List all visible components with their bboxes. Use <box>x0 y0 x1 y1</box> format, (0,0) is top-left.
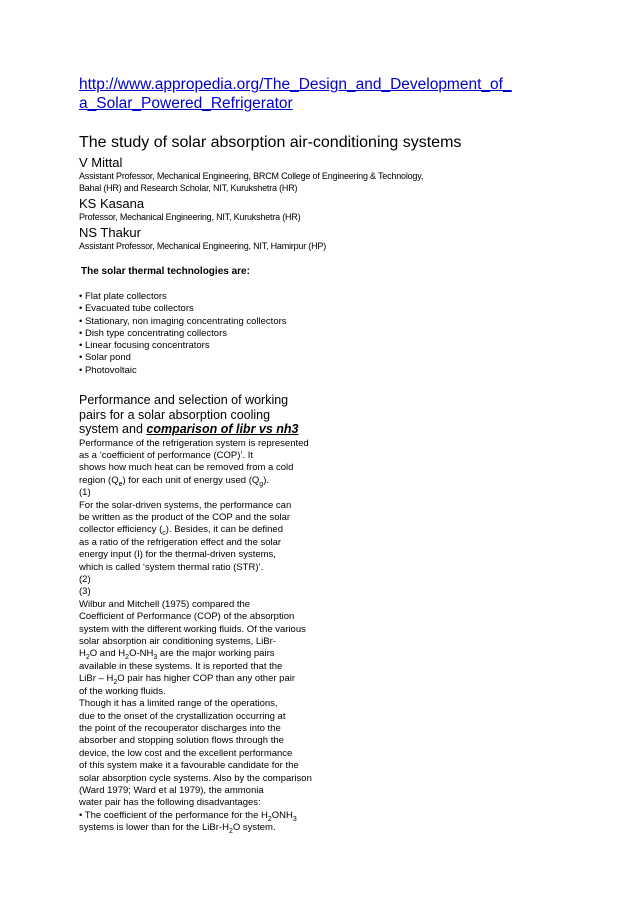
body-line: solar absorption cycle systems. Also by the comparison <box>79 772 312 784</box>
body-line: available in these systems. It is reported that the <box>79 660 283 672</box>
body-line: solar absorption air conditioning systems, LiBr- <box>79 636 276 648</box>
document-page <box>79 75 579 835</box>
author-block <box>79 155 579 252</box>
body-line: of the working fluids. <box>79 685 166 697</box>
body-line: water pair has the following disadvantages: <box>79 797 261 809</box>
body-line: $H_2O$ and $H_2O-NH_3$ are the major working pairs <box>79 648 275 662</box>
body-line: LiBr – $H_2O$ pair has higher COP than any other pair <box>79 673 296 687</box>
source-link[interactable] <box>79 75 579 113</box>
body-line: system with the different working fluids. Of the various <box>79 623 306 635</box>
section-title <box>79 393 579 437</box>
section-title-line: pairs for a solar absorption cooling <box>79 407 271 422</box>
body-line: shows how much heat can be removed from a cold <box>79 462 294 474</box>
body-line: Wilbur and Mitchell (1975) compared the <box>79 598 251 610</box>
body-line: (2) <box>79 574 91 586</box>
body-line: as a ‘coefficient of performance (COP)’. It <box>79 449 254 461</box>
section-body <box>79 438 579 835</box>
list-item: • Linear focusing concentrators <box>79 340 210 352</box>
body-line: of this system make it a favourable candidate for the <box>79 760 299 772</box>
technologies-list <box>79 291 579 377</box>
body-line: device, the low cost and the excellent performance <box>79 747 293 759</box>
list-item: • Stationary, non imaging concentrating collectors <box>79 315 287 327</box>
body-line: due to the onset of the crystallization occurring at <box>79 710 286 722</box>
body-line: energy input (I) for the thermal-driven systems, <box>79 549 276 561</box>
author-affiliation: Professor, Mechanical Engineering, NIT, Kurukshetra (HR) <box>79 212 301 222</box>
body-line: absorber and stopping solution flows through the <box>79 735 284 747</box>
body-line: Though it has a limited range of the operations, <box>79 698 278 710</box>
body-line: the point of the recouperator discharges into the <box>79 722 281 734</box>
section-title-emphasis: comparison of libr vs nh3 <box>146 422 299 437</box>
section-title-line: Performance and selection of working <box>79 393 289 408</box>
paper-title: The study of solar absorption air-conditioning systems <box>79 134 462 151</box>
body-line: For the solar-driven systems, the performance can <box>79 499 292 511</box>
list-item: • Photovoltaic <box>79 364 137 376</box>
body-line: Performance of the refrigeration system is represented <box>79 437 309 449</box>
body-line: • The coefficient of the performance for the $H_2ONH_3$ <box>79 809 297 823</box>
body-line: (3) <box>79 586 91 598</box>
technologies-heading: The solar thermal technologies are: <box>81 266 250 277</box>
author-name: V Mittal <box>79 155 123 170</box>
list-item: • Flat plate collectors <box>79 291 167 302</box>
author-name: KS Kasana <box>79 196 145 211</box>
body-line: region $(Q_e)$ for each unit of energy used $(Q_g)$. <box>79 474 270 488</box>
section-title-prefix: system and <box>79 422 147 437</box>
author-affiliation: Assistant Professor, Mechanical Engineering, NIT, Hamirpur (HP) <box>79 241 326 251</box>
author-affiliation: Bahal (HR) and Research Scholar, NIT, Kurukshetra (HR) <box>79 183 298 193</box>
body-line: (1) <box>79 487 91 499</box>
list-item: • Solar pond <box>79 352 131 364</box>
body-line: collector efficiency $(_c)$. Besides, it can be defined <box>79 524 283 538</box>
author-affiliation: Assistant Professor, Mechanical Engineering, BRCM College of Engineering & Technology, <box>79 171 424 181</box>
section-title-line <box>79 422 579 437</box>
source-link-line-2[interactable]: a_Solar_Powered_Refrigerator <box>79 95 293 112</box>
source-link-line-1[interactable]: http://www.appropedia.org/The_Design_and_Development_of_ <box>79 76 512 93</box>
author-name: NS Thakur <box>79 225 141 240</box>
body-line: systems is lower than for the LiBr-$H_2O$ system. <box>79 822 276 836</box>
list-item: • Dish type concentrating collectors <box>79 327 228 339</box>
body-line: Coefficient of Performance (COP) of the absorption <box>79 611 295 623</box>
body-line: which is called ‘system thermal ratio (STR)’. <box>79 561 264 573</box>
body-line: as a ratio of the refrigeration effect and the solar <box>79 536 282 548</box>
list-item: • Evacuated tube collectors <box>79 303 194 315</box>
body-line: be written as the product of the COP and the solar <box>79 512 291 524</box>
body-line: (Ward 1979; Ward et al 1979), the ammonia <box>79 784 264 796</box>
